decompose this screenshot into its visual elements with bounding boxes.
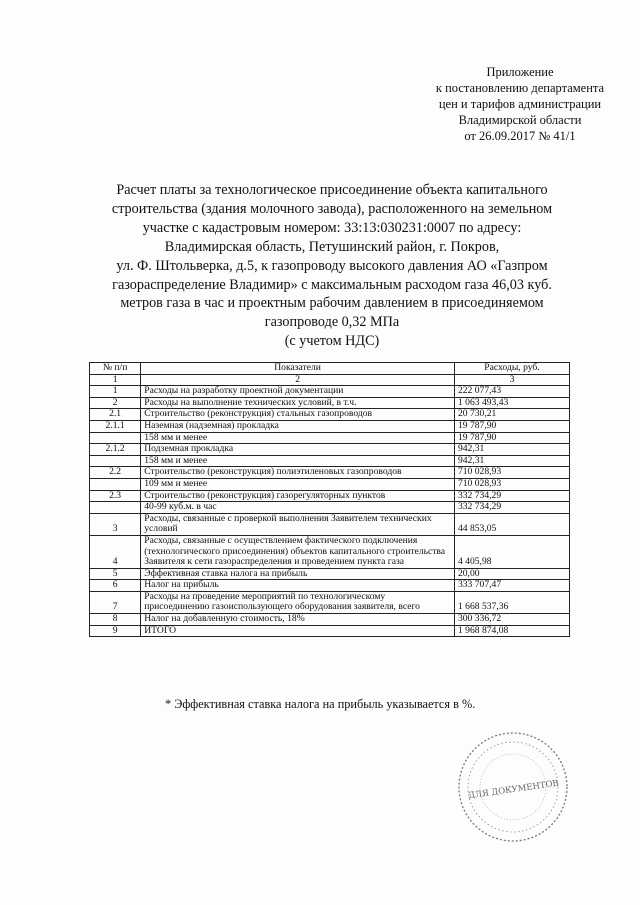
row-number: 2: [90, 397, 141, 409]
row-indicator: 109 мм и менее: [141, 478, 455, 490]
row-indicator: Расходы на проведение мероприятий по технологическому присоединению газоиспользующего оборудования заявителя, всего: [141, 591, 455, 613]
title-line: Владимирская область, Петушинский район, г. Покров,: [164, 238, 500, 255]
row-number: 3: [90, 513, 141, 535]
appendix-line: цен и тарифов администрации: [438, 97, 602, 111]
row-number: 2.1: [90, 409, 141, 421]
index-value: 3: [454, 374, 569, 386]
row-amount: 20,00: [454, 568, 569, 580]
row-amount: 332 734,29: [454, 502, 569, 514]
table-row: [90, 444, 570, 456]
row-indicator: Строительство (реконструкция) газорегуляторных пунктов: [141, 490, 455, 502]
row-number: 6: [90, 580, 141, 592]
row-indicator: Налог на добавленную стоимость, 18%: [141, 614, 455, 626]
row-indicator: Расходы на выполнение технических условий, в т.ч.: [141, 397, 455, 409]
table-row: [90, 502, 570, 514]
row-number: 2.1.2: [90, 444, 141, 456]
row-amount: 1 668 537,36: [454, 591, 569, 613]
row-number: 5: [90, 568, 141, 580]
title-line: Расчет платы за технологическое присоединение объекта капитального: [116, 182, 548, 198]
table-row: [90, 432, 570, 444]
row-indicator: Строительство (реконструкция) полиэтиленовых газопроводов: [141, 467, 455, 479]
row-amount: 222 077,43: [454, 386, 569, 398]
table-row: [90, 397, 570, 409]
appendix-line: к постановлению департамента: [435, 81, 605, 95]
row-amount: 20 730,21: [454, 409, 569, 421]
row-amount: 300 336,72: [454, 614, 569, 626]
official-stamp: [456, 730, 570, 844]
row-indicator: Эффективная ставка налога на прибыль: [141, 568, 455, 580]
row-indicator: 158 мм и менее: [141, 455, 455, 467]
calculation-table: [89, 362, 570, 637]
row-number: 2.3: [90, 490, 141, 502]
table-row: [90, 386, 570, 398]
table-row: [90, 478, 570, 490]
index-name: 2: [141, 374, 455, 386]
row-indicator: 158 мм и менее: [141, 432, 455, 444]
table-row: [90, 490, 570, 502]
row-amount: 942,31: [454, 455, 569, 467]
row-number: 9: [90, 625, 141, 637]
title-line: метров газа в час и проектным рабочим давлением в присоединяемом: [120, 295, 544, 312]
row-amount: 710 028,93: [454, 467, 569, 479]
appendix-line: Владимирской области: [458, 113, 582, 127]
row-indicator: Налог на прибыль: [141, 580, 455, 592]
row-amount: 333 707,47: [454, 580, 569, 592]
header-value: Расходы, руб.: [454, 363, 569, 375]
row-indicator: 40-99 куб.м. в час: [141, 502, 455, 514]
table-row: [90, 467, 570, 479]
row-number: [90, 432, 141, 444]
row-indicator: Строительство (реконструкция) стальных газопроводов: [141, 409, 455, 421]
title-line: газораспределение Владимир» с максимальным расходом газа 46,03 куб.: [112, 276, 552, 293]
row-amount: 19 787,90: [454, 420, 569, 432]
row-indicator: Расходы, связанные с проверкой выполнения Заявителем технических условий: [141, 513, 455, 535]
table-header-row: [90, 363, 570, 375]
row-amount: 44 853,05: [454, 513, 569, 535]
table-row: [90, 625, 570, 637]
appendix-line: Приложение: [486, 65, 554, 79]
table-row: [90, 591, 570, 613]
table-index-row: [90, 374, 570, 386]
row-number: 2.2: [90, 467, 141, 479]
row-number: [90, 502, 141, 514]
title-line: ул. Ф. Штольверка, д.5, к газопроводу высокого давления АО «Газпром: [116, 257, 548, 274]
row-number: 2.1.1: [90, 420, 141, 432]
row-amount: 4 405,98: [454, 535, 569, 568]
row-amount: 332 734,29: [454, 490, 569, 502]
row-amount: 710 028,93: [454, 478, 569, 490]
table-row: [90, 455, 570, 467]
title-line: строительства (здания молочного завода), расположенного на земельном: [111, 200, 553, 217]
row-number: 1: [90, 386, 141, 398]
row-number: 8: [90, 614, 141, 626]
row-amount: 1 968 874,08: [454, 625, 569, 637]
table-row: [90, 568, 570, 580]
title-line: участке с кадастровым номером: 33:13:030231:0007 по адресу:: [142, 219, 522, 236]
appendix-header: [420, 64, 620, 144]
row-indicator: Подземная прокладка: [141, 444, 455, 456]
table-row: [90, 409, 570, 421]
row-amount: 1 063 493,43: [454, 397, 569, 409]
title-line: газопроводе 0,32 МПа: [264, 314, 400, 331]
table-row: [90, 513, 570, 535]
stamp-text: ДЛЯ ДОКУМЕНТОВ: [467, 778, 560, 802]
appendix-line: от 26.09.2017 № 41/1: [464, 129, 576, 143]
table-row: [90, 535, 570, 568]
table-row: [90, 580, 570, 592]
row-amount: 942,31: [454, 444, 569, 456]
title-line: (с учетом НДС): [284, 333, 380, 350]
row-number: [90, 455, 141, 467]
table-row: [90, 420, 570, 432]
table-row: [90, 614, 570, 626]
row-number: [90, 478, 141, 490]
row-amount: 19 787,90: [454, 432, 569, 444]
row-indicator: ИТОГО: [141, 625, 455, 637]
footnote: * Эффективная ставка налога на прибыль указывается в %.: [165, 697, 476, 711]
row-number: 7: [90, 591, 141, 613]
row-indicator: Расходы на разработку проектной документации: [141, 386, 455, 398]
row-indicator: Наземная (надземная) прокладка: [141, 420, 455, 432]
table-body: [90, 386, 570, 637]
document-title: [88, 181, 576, 351]
row-indicator: Расходы, связанные с осуществлением фактического подключения (технологического присоединения) объектов капитального строительства Заявителя к сети газораспределения и проведением пункта газа: [141, 535, 455, 568]
row-number: 4: [90, 535, 141, 568]
index-num: 1: [90, 374, 141, 386]
header-num: № п/п: [90, 363, 141, 375]
header-name: Показатели: [141, 363, 455, 375]
